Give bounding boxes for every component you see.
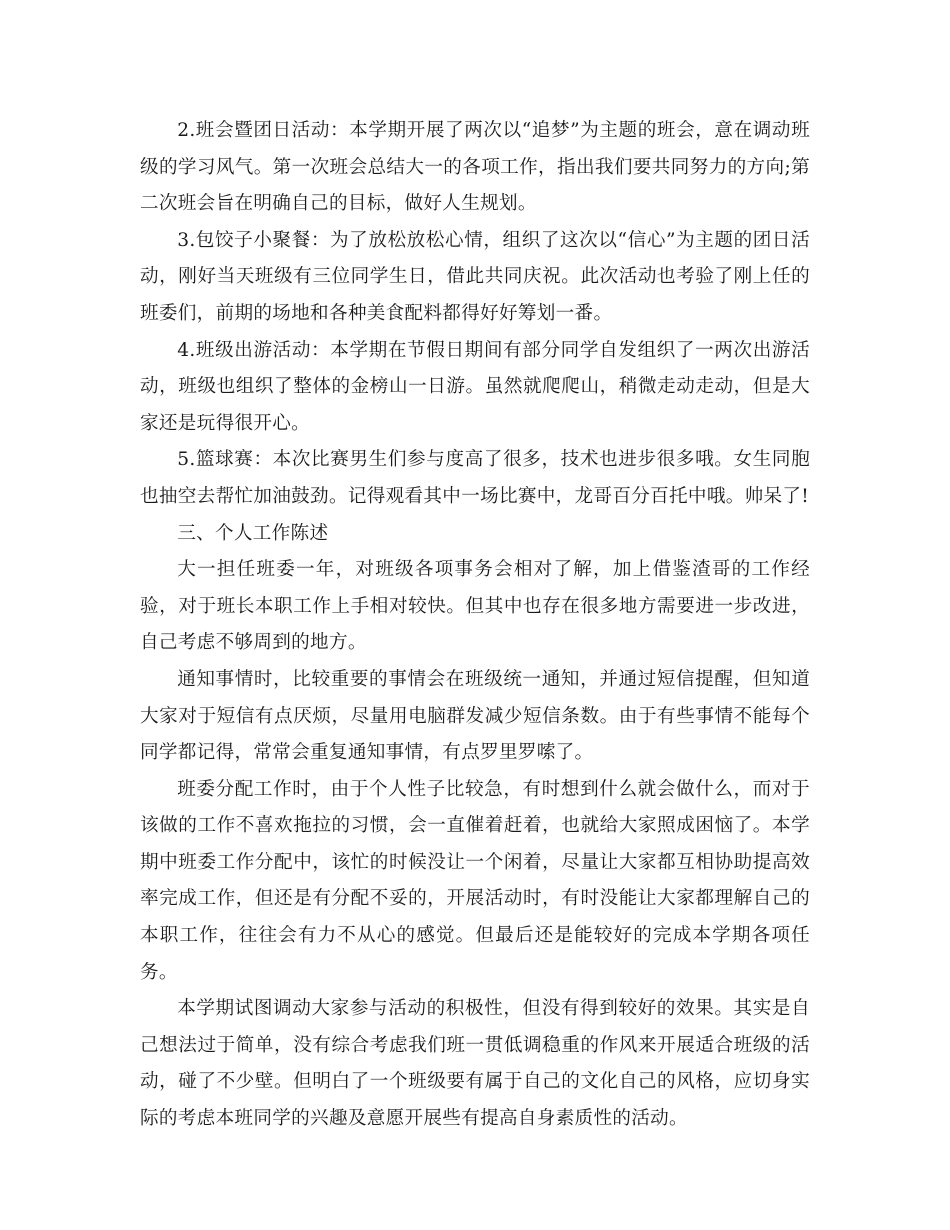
paragraph-activity-engagement: 本学期试图调动大家参与活动的积极性，但没有得到较好的效果。其实是自己想法过于简单，没有综合考虑我们班一贯低调稳重的作风来开展适合班级的活动，碰了不少壁。但明白了一个班级要有属于自己的文化自己的风格，应切身实际的考虑本班同学的兴趣及意愿开展些有提高自身素质性的活动。	[140, 998, 810, 1130]
paragraph-notifications: 通知事情时，比较重要的事情会在班级统一通知，并通过短信提醒，但知道大家对于短信有点厌烦，尽量用电脑群发减少短信条数。由于有些事情不能每个同学都记得，常常会重复通知事情，有点罗里罗嗦了。	[140, 668, 810, 764]
paragraph-personal-overview: 大一担任班委一年，对班级各项事务会相对了解，加上借鉴渣哥的工作经验，对于班长本职工作上手相对较快。但其中也存在很多地方需要进一步改进，自己考虑不够周到的地方。	[140, 559, 810, 654]
paragraph-task-assignment: 班委分配工作时，由于个人性子比较急，有时想到什么就会做什么，而对于该做的工作不喜欢拖拉的习惯，会一直催着赶着，也就给大家照成困恼了。本学期中班委工作分配中，该忙的时候没让一个闲着，尽量让大家都互相协助提高效率完成工作，但还是有分配不妥的，开展活动时，有时没能让大家都理解自己的本职工作，往往会有力不从心的感觉。但最后还是能较好的完成本学期各项任务。	[140, 778, 810, 983]
paragraph-class-outing: 4.班级出游活动：本学期在节假日期间有部分同学自发组织了一两次出游活动，班级也组织了整体的金榜山一日游。虽然就爬爬山，稍微走动走动，但是大家还是玩得很开心。	[140, 339, 810, 434]
paragraph-dumpling-dinner: 3.包饺子小聚餐：为了放松放松心情，组织了这次以“信心”为主题的团日活动，刚好当天班级有三位同学生日，借此共同庆祝。此次活动也考验了刚上任的班委们，前期的场地和各种美食配料都得好好筹划一番。	[140, 229, 810, 324]
section-heading-personal-work: 三、个人工作陈述	[177, 522, 329, 544]
paragraph-class-meeting-activity: 2.班会暨团日活动：本学期开展了两次以“追梦”为主题的班会，意在调动班级的学习风气。第一次班会总结大一的各项工作，指出我们要共同努力的方向;第二次班会旨在明确自己的目标，做好人生规划。	[140, 120, 810, 215]
document-body	[140, 113, 810, 1138]
paragraph-basketball-game: 5.篮球赛：本次比赛男生们参与度高了很多，技术也进步很多哦。女生同胞也抽空去帮忙加油鼓劲。记得观看其中一场比赛中，龙哥百分百托中哦。帅呆了!	[140, 449, 810, 507]
